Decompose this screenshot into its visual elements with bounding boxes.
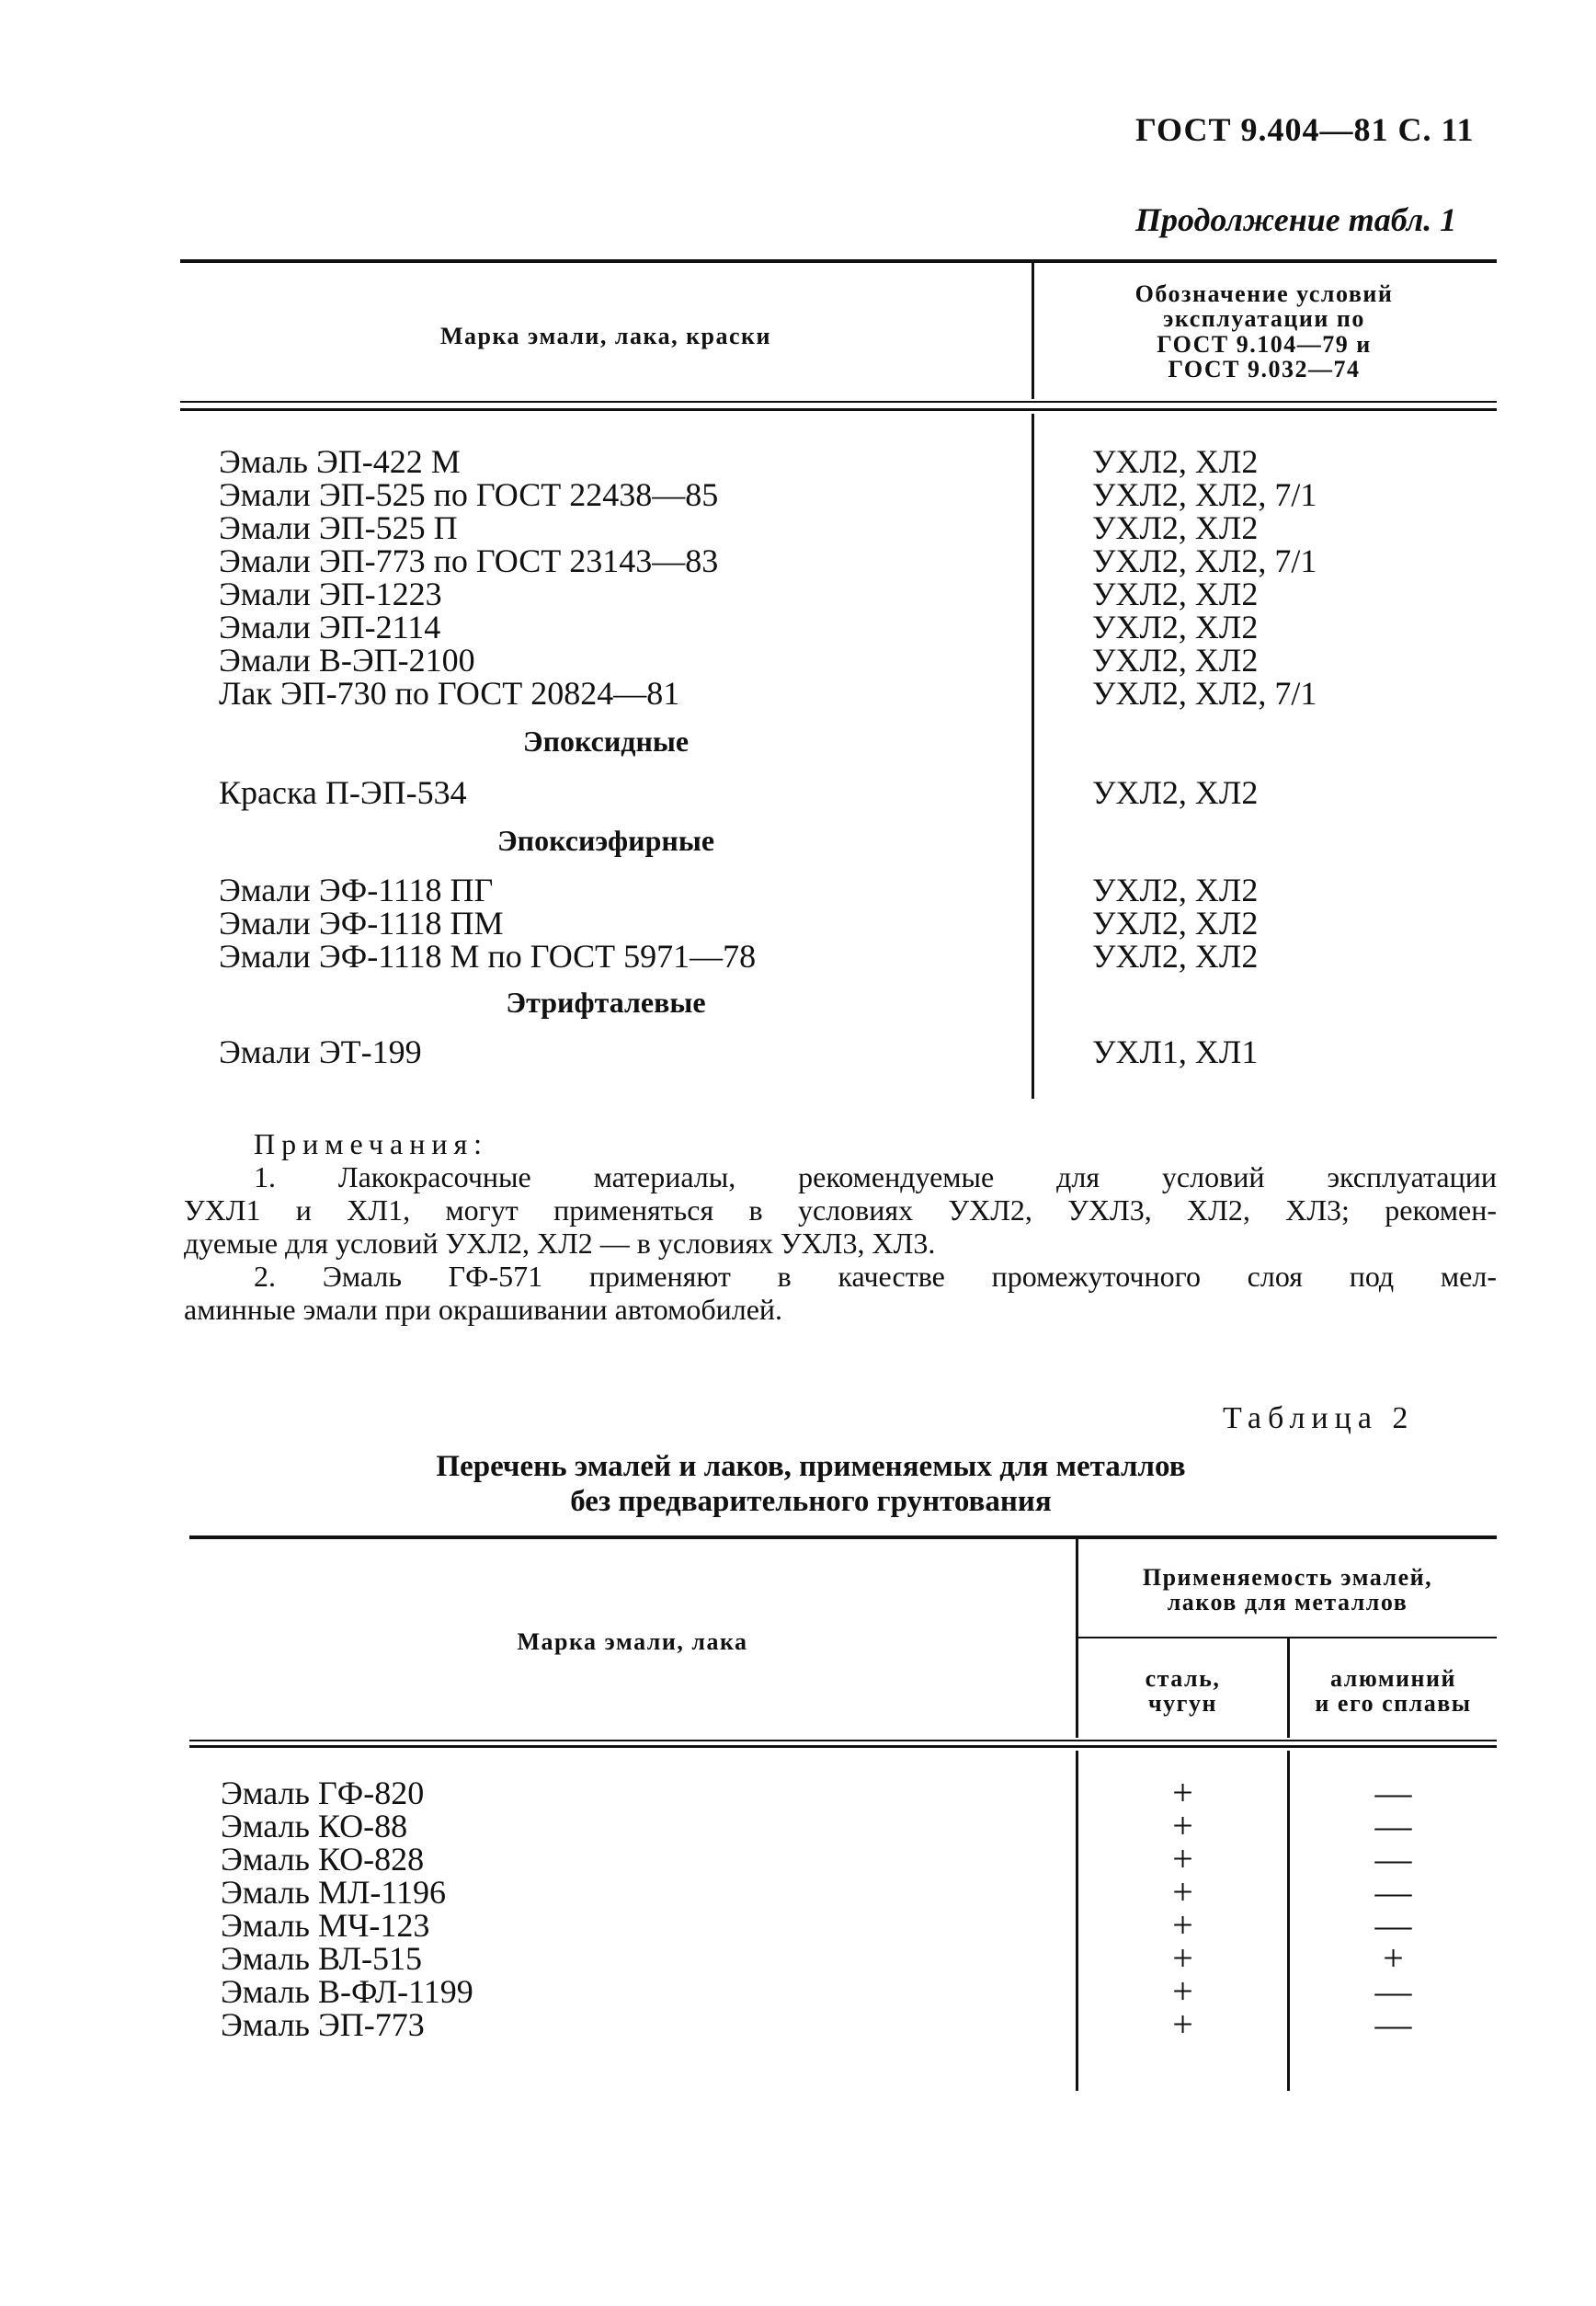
table-row-name: Эмаль МЛ-1196 bbox=[221, 1874, 447, 1911]
steel-mark: + bbox=[1172, 1871, 1193, 1912]
steel-mark: + bbox=[1172, 2003, 1193, 2045]
table1-block1-conds bbox=[1092, 445, 1317, 710]
table-row-cond: УХЛ2, ХЛ2 bbox=[1092, 905, 1259, 942]
table-row-name: Эмаль ГФ-820 bbox=[221, 1775, 425, 1811]
table-row-name: Эмали ЭТ-199 bbox=[219, 1033, 422, 1070]
table2-col1-header: Марка эмали, лака bbox=[517, 1628, 748, 1655]
table-row-name: Эмаль КО-828 bbox=[221, 1841, 425, 1878]
note-1-line: 1. Лакокрасочные материалы, рекомендуемые для условий эксплуатации bbox=[254, 1160, 1497, 1193]
table1-block1-names bbox=[219, 445, 718, 710]
notes bbox=[184, 1127, 1497, 1326]
aluminium-mark: — bbox=[1374, 1805, 1412, 1846]
table-row-cond: УХЛ1, ХЛ1 bbox=[1092, 1033, 1259, 1070]
table-row-cond: УХЛ2, ХЛ2, 7/1 bbox=[1092, 476, 1317, 513]
table-row-name: Эмали ЭП-1223 bbox=[219, 576, 442, 612]
table-row-name: Эмаль ЭП-422 М bbox=[219, 443, 461, 480]
steel-mark: + bbox=[1172, 1772, 1193, 1813]
table-row-cond: УХЛ2, ХЛ2 bbox=[1092, 774, 1259, 811]
table2-top-rule bbox=[189, 1535, 1497, 1539]
table2-sub-steel: сталь, чугун bbox=[1145, 1665, 1221, 1718]
table1-header-rule-a bbox=[180, 401, 1497, 403]
table-row-name: Эмали ЭП-525 по ГОСТ 22438—85 bbox=[219, 476, 719, 513]
aluminium-mark: + bbox=[1383, 1937, 1404, 1979]
table-row-name: Эмали ЭП-2114 bbox=[219, 609, 441, 645]
table2-header-rule-a bbox=[189, 1740, 1497, 1741]
table-row-name: Эмаль КО-88 bbox=[221, 1808, 408, 1844]
table-row-name: Лак ЭП-730 по ГОСТ 20824—81 bbox=[219, 675, 680, 712]
table-row-cond: УХЛ2, ХЛ2 bbox=[1092, 576, 1259, 612]
note-1-line: УХЛ1 и ХЛ1, могут применяться в условиях УХЛ2, УХЛ3, ХЛ2, ХЛ3; рекомен- bbox=[184, 1193, 1497, 1227]
steel-mark: + bbox=[1172, 1904, 1193, 1946]
table-row-name: Эмаль ЭП-773 bbox=[221, 2006, 425, 2043]
table1-col2-header: Обозначение условий эксплуатации по ГОСТ 9.104—79 и ГОСТ 9.032—74 bbox=[1134, 280, 1394, 382]
table2-title: Перечень эмалей и лаков, применяемых для металлов без предварительного грунтования bbox=[436, 1450, 1186, 1518]
table2-names bbox=[221, 1776, 473, 2041]
steel-mark: + bbox=[1172, 1937, 1193, 1979]
table-row-cond: УХЛ2, ХЛ2 bbox=[1092, 938, 1259, 975]
table1-col1-header: Марка эмали, лака, краски bbox=[439, 323, 772, 349]
table2-sub-aluminium: алюминий и его сплавы bbox=[1315, 1665, 1472, 1718]
aluminium-mark: — bbox=[1374, 1871, 1412, 1912]
notes-title: Примечания: bbox=[254, 1127, 489, 1160]
table-row-name: Эмали ЭФ-1118 М по ГОСТ 5971—78 bbox=[219, 938, 757, 975]
table1-header-rule-b bbox=[180, 408, 1497, 411]
table-row-name: Эмали ЭП-773 по ГОСТ 23143—83 bbox=[219, 542, 719, 579]
table-row-name: Эмаль В-ФЛ-1199 bbox=[221, 1973, 473, 2010]
table-row-cond: УХЛ2, ХЛ2 bbox=[1092, 642, 1259, 679]
table1-body-divider bbox=[1032, 414, 1034, 1099]
aluminium-mark: — bbox=[1374, 2003, 1412, 2045]
table2-label: Таблица 2 bbox=[1223, 1401, 1415, 1435]
table-row-cond: УХЛ2, ХЛ2 bbox=[1092, 443, 1259, 480]
table2-aluminium-col bbox=[1290, 1772, 1497, 2045]
table-row-name: Эмали В-ЭП-2100 bbox=[219, 642, 475, 679]
table-row-name: Эмаль ВЛ-515 bbox=[221, 1940, 423, 1977]
aluminium-mark: — bbox=[1374, 1772, 1412, 1813]
steel-mark: + bbox=[1172, 1805, 1193, 1846]
table-row-name: Эмали ЭП-525 П bbox=[219, 509, 458, 546]
aluminium-mark: — bbox=[1374, 1970, 1412, 2012]
table2-steel-col bbox=[1078, 1772, 1287, 2045]
group-heading-epoxyester: Эпоксиэфирные bbox=[496, 824, 715, 857]
table-row-cond: УХЛ2, ХЛ2 bbox=[1092, 509, 1259, 546]
continuation-label: Продолжение табл. 1 bbox=[1135, 201, 1457, 238]
table-row-name: Эмали ЭФ-1118 ПМ bbox=[219, 905, 504, 942]
aluminium-mark: — bbox=[1374, 1904, 1412, 1946]
table2-header-rule-b bbox=[189, 1745, 1497, 1748]
group-heading-epoxy: Эпоксидные bbox=[522, 725, 690, 758]
note-2-line: аминные эмали при окрашивании автомобилей. bbox=[184, 1293, 783, 1326]
table-row-cond: УХЛ2, ХЛ2, 7/1 bbox=[1092, 542, 1317, 579]
note-2-line: 2. Эмаль ГФ-571 применяют в качестве промежуточного слоя под мел- bbox=[254, 1260, 1497, 1293]
table2-group-header: Применяемость эмалей, лаков для металлов bbox=[1142, 1564, 1433, 1616]
table-row-name: Эмаль МЧ-123 bbox=[221, 1907, 430, 1944]
table-row-name: Эмали ЭФ-1118 ПГ bbox=[219, 872, 494, 908]
steel-mark: + bbox=[1172, 1838, 1193, 1879]
table1-top-rule bbox=[180, 259, 1497, 263]
aluminium-mark: — bbox=[1374, 1838, 1412, 1879]
group-heading-etriphtal: Этрифталевые bbox=[506, 986, 706, 1019]
table-row-cond: УХЛ2, ХЛ2 bbox=[1092, 872, 1259, 908]
table-row-cond: УХЛ2, ХЛ2 bbox=[1092, 609, 1259, 645]
note-1-line: дуемые для условий УХЛ2, ХЛ2 — в условиях УХЛ3, ХЛ3. bbox=[184, 1227, 936, 1260]
steel-mark: + bbox=[1172, 1970, 1193, 2012]
standard-header: ГОСТ 9.404—81 С. 11 bbox=[1135, 111, 1475, 148]
table-row-cond: УХЛ2, ХЛ2, 7/1 bbox=[1092, 675, 1317, 712]
table1-block3-names bbox=[219, 873, 756, 973]
table-row-name: Краска П-ЭП-534 bbox=[219, 774, 467, 811]
table1-block3-conds bbox=[1092, 873, 1258, 973]
